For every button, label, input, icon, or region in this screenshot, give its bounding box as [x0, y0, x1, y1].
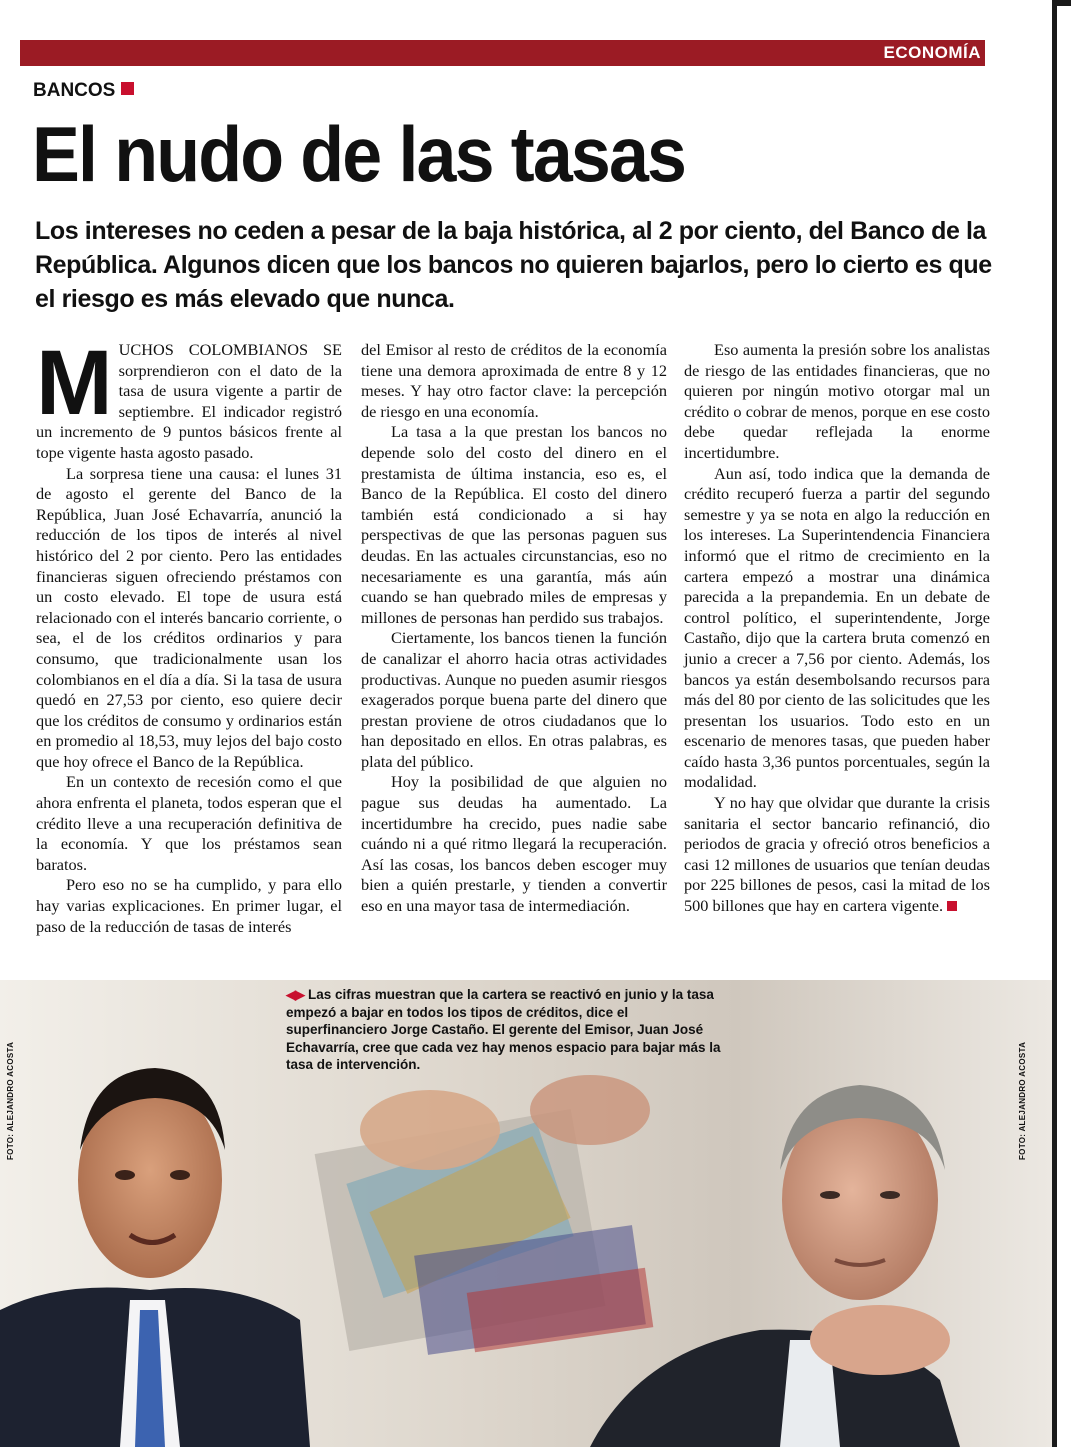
paragraph: Eso aumenta la presión sobre los analistas de riesgo de las entidades financieras, que no quieren por ningún motivo otorgar mal un crédito o cobrar de menos, porque en ese costo debe quedar reflejada la enorme incertidumbre. — [684, 340, 990, 462]
paragraph: La tasa a la que prestan los bancos no depende solo del costo del dinero en el prestamista de última instancia, eso es, el Banco de la República. El costo del dinero también está condicionado a si hay perspectivas de que las personas paguen sus deudas. En las actuales circunstancias, eso no necesariamente es una garantía, más aún cuando se han quebrado miles de empresas y millones de personas han perdido sus trabajos. — [361, 422, 667, 627]
photo-caption: ◀▶ Las cifras muestran que la cartera se reactivó en junio y la tasa empezó a bajar en todos los tipos de créditos, dice el superfinanciero Jorge Castaño. El gerente del Emisor, Juan José Echavarría, cree que cada vez hay menos espacio para bajar más la tasa de intervención. — [286, 987, 721, 1072]
kicker-label: BANCOS — [33, 80, 116, 101]
article-column-3 — [684, 340, 990, 917]
paragraph: En un contexto de recesión como el que ahora enfrenta el planeta, todos esperan que el crédito lleve a una recuperación definitiva de la economía. Y que los préstamos sean baratos. — [36, 772, 342, 874]
end-mark-icon — [947, 901, 957, 911]
caption-arrows-icon: ◀▶ — [286, 987, 304, 1002]
paragraph: La sorpresa tiene una causa: el lunes 31 de agosto el gerente del Banco de la República, Juan José Echavarría, anunció la reducción de los tipos de interés al nivel histórico del 2 por ciento. Pero las entidades financieras siguen ofreciendo préstamos con un costo elevado. El tope de usura está relacionado con el interés bancario corriente, o sea, el de los créditos ordinarios y para consumo, que tradicionalmente usan los colombianos en el día a día. Si la tasa de usura quedó en 27,53 por ciento, eso quiere decir que los créditos de consumo y ordinarios están en promedio al 18,53, muy lejos del bajo costo que hoy ofrece el Banco de la República. — [36, 463, 342, 771]
page-frame-edge — [1052, 0, 1057, 1447]
paragraph: Y no hay que olvidar que durante la crisis sanitaria el sector bancario refinanció, dio periodos de gracia y ofreció otros beneficios a casi 12 millones de usuarios que tenían deudas por 225 billones de pesos, casi la mitad de los 500 billones que hay en cartera vigente. — [684, 793, 990, 916]
deck: Los intereses no ceden a pesar de la baja histórica, al 2 por ciento, del Banco de la República. Algunos dicen que los bancos no quieren bajarlos, pero lo cierto es que el riesgo es más elevado que nunca. — [35, 217, 992, 313]
photo-credit-left: FOTO: ALEJANDRO ACOSTA — [6, 1041, 15, 1160]
kicker-square-icon — [121, 82, 134, 95]
paragraph: del Emisor al resto de créditos de la economía tiene una demora aproximada de entre 8 y 12 meses. Y hay otro factor clave: la percepción de riesgo en una economía. — [361, 340, 667, 421]
article-column-2 — [361, 340, 667, 917]
paragraph: Aun así, todo indica que la demanda de crédito recuperó fuerza a partir del segundo semestre y ya se nota en algo la reducción en los intereses. La Superintendencia Financiera informó que el ritmo de crecimiento en la cartera empezó a mostrar una dinámica parecida a la prepandemia. En un debate de control político, el superintendente, Jorge Castaño, dijo que la cartera bruta comenzó en junio a crecer a 7,56 por ciento. Además, los bancos ya están desembolsando recursos para más del 80 por ciento de las solicitudes que les presentan los usuarios. Todo esto en un escenario de menores tasas, que pueden haber caído hasta 3,36 puntos porcentuales, según la modalidad. — [684, 463, 990, 792]
headline: El nudo de las tasas — [32, 110, 686, 198]
article-column-1 — [36, 332, 342, 937]
paragraph: Hoy la posibilidad de que alguien no pague sus deudas ha aumentado. La incertidumbre ha crecido, pues nadie sabe cuándo ni a qué ritmo llegará la recuperación. Así las cosas, los bancos deben escoger muy bien a quién prestarle, y tienden a convertir eso en una mayor tasa de intermediación. — [361, 772, 667, 916]
section-label: ECONOMÍA — [883, 43, 981, 62]
kicker — [33, 80, 134, 102]
paragraph: MUCHOS COLOMBIANOS SE sorprendieron con el dato de la tasa de usura vigente a partir de septiembre. El indicador registró un incremento de 9 puntos básicos frente al tope vigente hasta agosto pasado. — [36, 332, 342, 462]
paragraph: Pero eso no se ha cumplido, y para ello hay varias explicaciones. En primer lugar, el paso de la reducción de tasas de interés — [36, 875, 342, 936]
section-bar — [20, 40, 985, 66]
paragraph: Ciertamente, los bancos tienen la función de canalizar el ahorro hacia otras actividades productivas. Aunque no pueden asumir riesgos exagerados porque buena parte del dinero que prestan proviene de otros ciudadanos que lo han depositado en ellos. En otras palabras, es plata del público. — [361, 628, 667, 771]
photo-credit-right: FOTO: ALEJANDRO ACOSTA — [1018, 1041, 1027, 1160]
drop-cap: M — [36, 332, 113, 434]
